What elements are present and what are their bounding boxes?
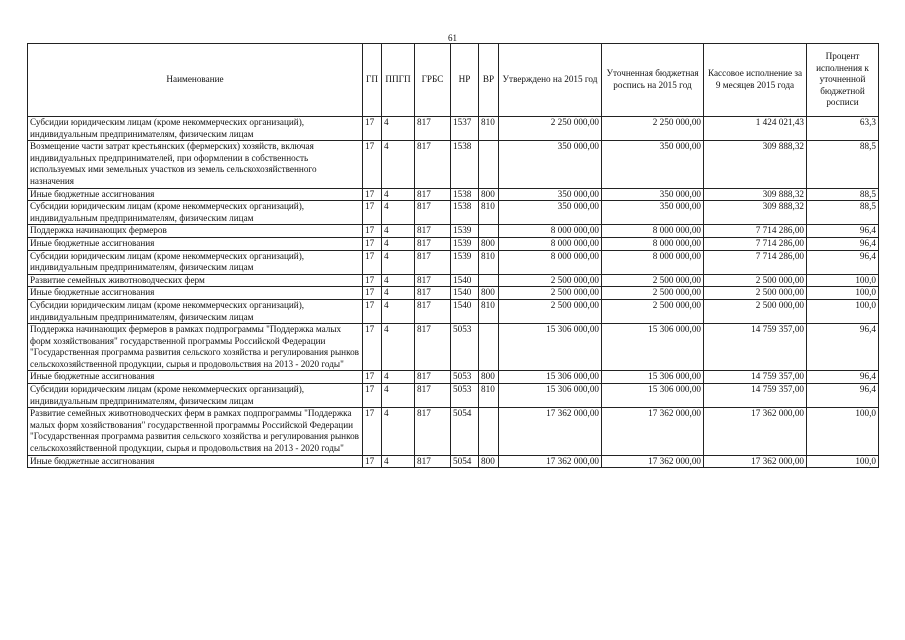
cell-name: Субсидии юридическим лицам (кроме некоммерческих организаций), индивидуальным предпринимателям, физическим лицам: [28, 117, 363, 141]
cell-np: 5054: [451, 408, 479, 455]
cell-ppgp: 4: [382, 455, 415, 468]
col-header-cash: Кассовое исполнение за 9 месяцев 2015 года: [704, 44, 807, 117]
cell-name: Иные бюджетные ассигнования: [28, 371, 363, 384]
cell-gp: 17: [363, 408, 382, 455]
cell-ppgp: 4: [382, 324, 415, 371]
cell-approved: 2 500 000,00: [499, 287, 602, 300]
cell-gp: 17: [363, 237, 382, 250]
cell-percent: 100,0: [807, 299, 879, 323]
budget-table: [27, 43, 879, 468]
col-header-gp: ГП: [363, 44, 382, 117]
cell-percent: 88,5: [807, 201, 879, 225]
cell-name: Возмещение части затрат крестьянских (фермерских) хозяйств, включая индивидуальных предпринимателей, при оформлении в собственность используемых ими земельных участков из земель сельскохозяйственного назначения: [28, 141, 363, 188]
cell-grbs: 817: [415, 225, 451, 238]
cell-vr: 800: [479, 371, 499, 384]
cell-ppgp: 4: [382, 287, 415, 300]
cell-approved: 350 000,00: [499, 188, 602, 201]
table-header-row: [28, 44, 879, 117]
cell-percent: 96,4: [807, 225, 879, 238]
cell-approved: 2 500 000,00: [499, 274, 602, 287]
cell-refined: 15 306 000,00: [602, 324, 704, 371]
col-header-refined: Уточненная бюджетная роспись на 2015 год: [602, 44, 704, 117]
cell-np: 1540: [451, 287, 479, 300]
table-row: [28, 141, 879, 188]
cell-name: Поддержка начинающих фермеров в рамках подпрограммы "Поддержка малых форм хозяйствования" государственной программы Российской Федерации "Государственная программа развития сельского хозяйства и регулирования рынков сельскохозяйственной продукции, сырья и продовольствия на 2013 - 2020 годы": [28, 324, 363, 371]
cell-gp: 17: [363, 141, 382, 188]
cell-name: Развитие семейных животноводческих ферм: [28, 274, 363, 287]
cell-grbs: 817: [415, 117, 451, 141]
cell-vr: 810: [479, 201, 499, 225]
cell-cash: 1 424 021,43: [704, 117, 807, 141]
cell-vr: 810: [479, 250, 499, 274]
col-header-name: Наименование: [28, 44, 363, 117]
cell-vr: [479, 274, 499, 287]
cell-grbs: 817: [415, 455, 451, 468]
col-header-vr: ВР: [479, 44, 499, 117]
cell-name: Иные бюджетные ассигнования: [28, 237, 363, 250]
cell-np: 1539: [451, 237, 479, 250]
cell-ppgp: 4: [382, 225, 415, 238]
cell-np: 5053: [451, 371, 479, 384]
cell-grbs: 817: [415, 384, 451, 408]
cell-refined: 2 250 000,00: [602, 117, 704, 141]
cell-np: 1539: [451, 250, 479, 274]
cell-approved: 8 000 000,00: [499, 237, 602, 250]
cell-np: 1540: [451, 299, 479, 323]
cell-np: 5054: [451, 455, 479, 468]
cell-cash: 14 759 357,00: [704, 384, 807, 408]
cell-refined: 17 362 000,00: [602, 408, 704, 455]
cell-approved: 350 000,00: [499, 141, 602, 188]
cell-refined: 17 362 000,00: [602, 455, 704, 468]
cell-vr: 810: [479, 117, 499, 141]
cell-gp: 17: [363, 274, 382, 287]
cell-vr: [479, 225, 499, 238]
cell-gp: 17: [363, 225, 382, 238]
cell-grbs: 817: [415, 201, 451, 225]
cell-cash: 2 500 000,00: [704, 274, 807, 287]
cell-percent: 100,0: [807, 274, 879, 287]
cell-vr: [479, 141, 499, 188]
cell-approved: 2 500 000,00: [499, 299, 602, 323]
cell-name: Субсидии юридическим лицам (кроме некоммерческих организаций), индивидуальным предпринимателям, физическим лицам: [28, 299, 363, 323]
cell-np: 1538: [451, 201, 479, 225]
cell-cash: 309 888,32: [704, 188, 807, 201]
cell-cash: 14 759 357,00: [704, 324, 807, 371]
cell-refined: 8 000 000,00: [602, 237, 704, 250]
cell-approved: 15 306 000,00: [499, 384, 602, 408]
cell-gp: 17: [363, 299, 382, 323]
cell-percent: 100,0: [807, 455, 879, 468]
cell-approved: 15 306 000,00: [499, 324, 602, 371]
table-row: [28, 201, 879, 225]
table-body: [28, 117, 879, 468]
cell-percent: 96,4: [807, 384, 879, 408]
col-header-percent: Процент исполнения к уточненной бюджетной росписи: [807, 44, 879, 117]
cell-gp: 17: [363, 287, 382, 300]
cell-ppgp: 4: [382, 371, 415, 384]
cell-approved: 8 000 000,00: [499, 250, 602, 274]
cell-ppgp: 4: [382, 274, 415, 287]
cell-name: Развитие семейных животноводческих ферм в рамках подпрограммы "Поддержка малых форм хозяйствования" государственной программы Российской Федерации "Государственная программа развития сельского хозяйства и регулирования рынков сельскохозяйственной продукции, сырья и продовольствия на 2013 - 2020 годы": [28, 408, 363, 455]
cell-grbs: 817: [415, 274, 451, 287]
cell-percent: 100,0: [807, 408, 879, 455]
cell-gp: 17: [363, 250, 382, 274]
cell-grbs: 817: [415, 408, 451, 455]
cell-ppgp: 4: [382, 201, 415, 225]
cell-name: Иные бюджетные ассигнования: [28, 455, 363, 468]
cell-refined: 8 000 000,00: [602, 225, 704, 238]
cell-percent: 96,4: [807, 250, 879, 274]
cell-ppgp: 4: [382, 141, 415, 188]
cell-cash: 14 759 357,00: [704, 371, 807, 384]
cell-vr: 810: [479, 299, 499, 323]
cell-grbs: 817: [415, 250, 451, 274]
cell-gp: 17: [363, 384, 382, 408]
cell-ppgp: 4: [382, 250, 415, 274]
cell-grbs: 817: [415, 371, 451, 384]
cell-approved: 17 362 000,00: [499, 455, 602, 468]
table-row: [28, 408, 879, 455]
cell-refined: 350 000,00: [602, 188, 704, 201]
cell-cash: 17 362 000,00: [704, 408, 807, 455]
cell-cash: 17 362 000,00: [704, 455, 807, 468]
cell-cash: 7 714 286,00: [704, 225, 807, 238]
table-row: [28, 274, 879, 287]
cell-refined: 350 000,00: [602, 201, 704, 225]
cell-ppgp: 4: [382, 237, 415, 250]
cell-grbs: 817: [415, 324, 451, 371]
col-header-approved: Утверждено на 2015 год: [499, 44, 602, 117]
cell-vr: 810: [479, 384, 499, 408]
cell-gp: 17: [363, 455, 382, 468]
cell-refined: 15 306 000,00: [602, 371, 704, 384]
cell-cash: 2 500 000,00: [704, 287, 807, 300]
cell-grbs: 817: [415, 237, 451, 250]
cell-np: 1537: [451, 117, 479, 141]
table-row: [28, 188, 879, 201]
cell-percent: 63,3: [807, 117, 879, 141]
cell-percent: 96,4: [807, 371, 879, 384]
cell-name: Субсидии юридическим лицам (кроме некоммерческих организаций), индивидуальным предпринимателям, физическим лицам: [28, 250, 363, 274]
cell-ppgp: 4: [382, 408, 415, 455]
cell-gp: 17: [363, 201, 382, 225]
cell-refined: 2 500 000,00: [602, 274, 704, 287]
cell-percent: 88,5: [807, 141, 879, 188]
cell-grbs: 817: [415, 287, 451, 300]
cell-percent: 100,0: [807, 287, 879, 300]
cell-gp: 17: [363, 324, 382, 371]
cell-cash: 2 500 000,00: [704, 299, 807, 323]
cell-percent: 88,5: [807, 188, 879, 201]
cell-np: 1538: [451, 141, 479, 188]
col-header-grbs: ГРБС: [415, 44, 451, 117]
col-header-ppgp: ППГП: [382, 44, 415, 117]
cell-ppgp: 4: [382, 299, 415, 323]
cell-vr: 800: [479, 287, 499, 300]
table-row: [28, 384, 879, 408]
cell-vr: 800: [479, 188, 499, 201]
cell-ppgp: 4: [382, 117, 415, 141]
cell-refined: 2 500 000,00: [602, 287, 704, 300]
cell-np: 5053: [451, 324, 479, 371]
cell-name: Иные бюджетные ассигнования: [28, 188, 363, 201]
cell-name: Субсидии юридическим лицам (кроме некоммерческих организаций), индивидуальным предпринимателям, физическим лицам: [28, 201, 363, 225]
cell-name: Иные бюджетные ассигнования: [28, 287, 363, 300]
cell-np: 1539: [451, 225, 479, 238]
cell-approved: 2 250 000,00: [499, 117, 602, 141]
cell-cash: 309 888,32: [704, 201, 807, 225]
cell-cash: 7 714 286,00: [704, 237, 807, 250]
cell-grbs: 817: [415, 141, 451, 188]
cell-ppgp: 4: [382, 384, 415, 408]
cell-percent: 96,4: [807, 237, 879, 250]
cell-np: 1538: [451, 188, 479, 201]
table-row: [28, 250, 879, 274]
cell-name: Поддержка начинающих фермеров: [28, 225, 363, 238]
page-number: 61: [448, 33, 457, 43]
cell-vr: [479, 324, 499, 371]
cell-name: Субсидии юридическим лицам (кроме некоммерческих организаций), индивидуальным предпринимателям, физическим лицам: [28, 384, 363, 408]
cell-refined: 15 306 000,00: [602, 384, 704, 408]
cell-ppgp: 4: [382, 188, 415, 201]
cell-vr: [479, 408, 499, 455]
cell-percent: 96,4: [807, 324, 879, 371]
table-row: [28, 299, 879, 323]
cell-refined: 8 000 000,00: [602, 250, 704, 274]
cell-grbs: 817: [415, 188, 451, 201]
cell-vr: 800: [479, 455, 499, 468]
cell-cash: 7 714 286,00: [704, 250, 807, 274]
table-row: [28, 117, 879, 141]
table-row: [28, 324, 879, 371]
table-row: [28, 455, 879, 468]
cell-approved: 15 306 000,00: [499, 371, 602, 384]
table-row: [28, 371, 879, 384]
cell-refined: 2 500 000,00: [602, 299, 704, 323]
cell-gp: 17: [363, 117, 382, 141]
cell-approved: 17 362 000,00: [499, 408, 602, 455]
cell-refined: 350 000,00: [602, 141, 704, 188]
table-row: [28, 237, 879, 250]
cell-cash: 309 888,32: [704, 141, 807, 188]
cell-approved: 350 000,00: [499, 201, 602, 225]
table-row: [28, 287, 879, 300]
cell-vr: 800: [479, 237, 499, 250]
cell-np: 1540: [451, 274, 479, 287]
cell-np: 5053: [451, 384, 479, 408]
cell-approved: 8 000 000,00: [499, 225, 602, 238]
table-row: [28, 225, 879, 238]
cell-grbs: 817: [415, 299, 451, 323]
cell-gp: 17: [363, 188, 382, 201]
col-header-np: НР: [451, 44, 479, 117]
cell-gp: 17: [363, 371, 382, 384]
